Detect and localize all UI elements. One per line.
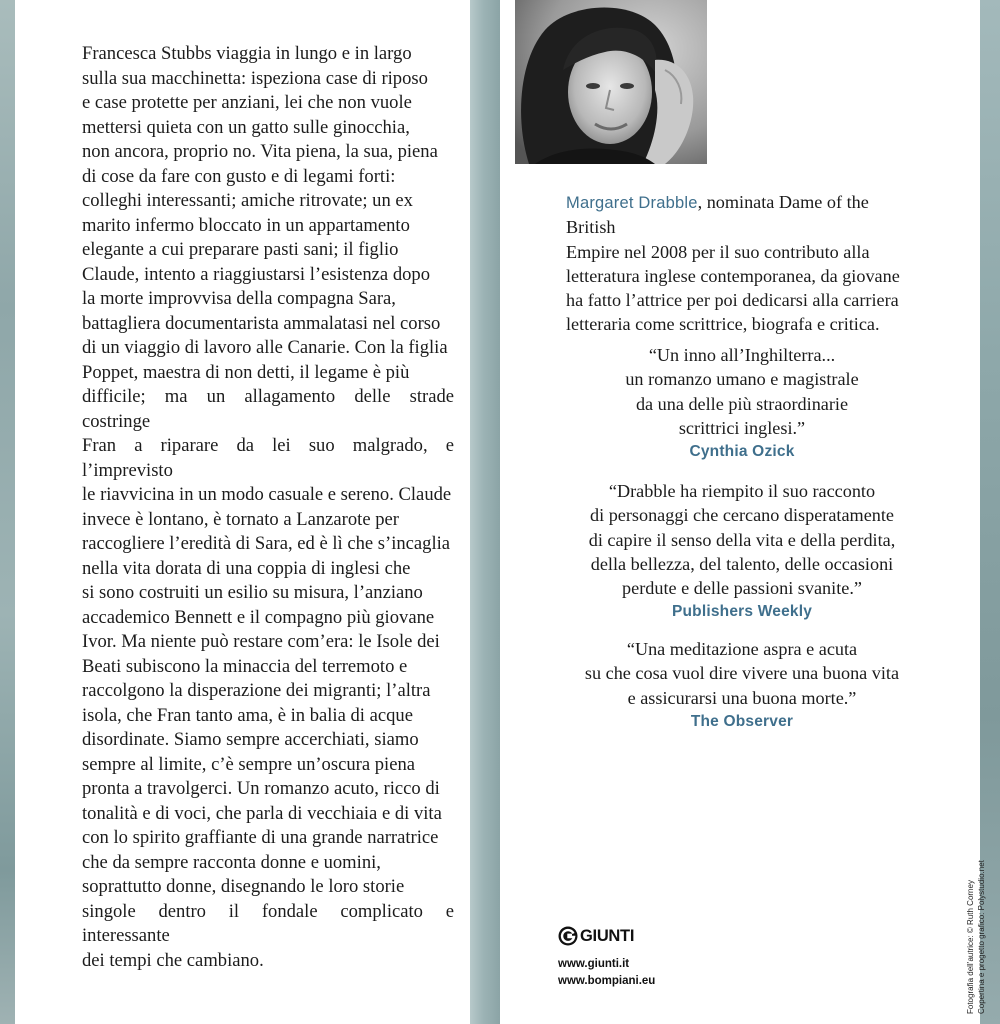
author-photo xyxy=(515,0,707,164)
synopsis-line: di cose da fare con gusto e di legami forti: xyxy=(82,165,396,187)
synopsis-line: battagliera documentarista ammalatasi nel corso xyxy=(82,312,441,334)
website-giunti: www.giunti.it xyxy=(558,958,630,970)
quote-line: “Un inno all’Inghilterra... xyxy=(648,345,836,365)
photo-credits xyxy=(966,860,987,1014)
quote-line: e assicurarsi una buona morte.” xyxy=(627,687,857,708)
quote-line: della bellezza, del talento, delle occasioni xyxy=(590,553,894,574)
synopsis-line: soprattutto donne, disegnando le loro storie xyxy=(82,876,405,897)
synopsis-line: singole dentro il fondale complicato e interessante xyxy=(82,900,454,946)
cover-edge-left xyxy=(0,0,15,1024)
website-bompiani: www.bompiani.eu xyxy=(558,975,656,987)
bio-line: Empire nel 2008 per il suo contributo alla xyxy=(566,241,870,262)
quote-block xyxy=(566,479,918,625)
synopsis-line: Fran a riparare da lei suo malgrado, e l’imprevisto xyxy=(82,435,454,481)
synopsis-text xyxy=(82,42,454,973)
quote-line: scrittrici inglesi.” xyxy=(678,417,806,438)
synopsis-line: isola, che Fran tanto ama, è in balia di acque xyxy=(82,704,413,726)
synopsis-line: Claude, intento a riaggiustarsi l’esistenza dopo xyxy=(82,263,431,285)
synopsis-line: raccogliere l’eredità di Sara, ed è lì che s’incaglia xyxy=(82,533,451,554)
bio-line: letteratura inglese contemporanea, da giovane xyxy=(566,265,900,286)
quote-source: Cynthia Ozick xyxy=(689,443,795,461)
bio-line: ha fatto l’attrice per poi dedicarsi alla carriera xyxy=(566,290,899,311)
quote-source: The Observer xyxy=(690,712,794,730)
bio-line xyxy=(566,190,918,240)
quote-block xyxy=(566,343,918,464)
synopsis-line: la morte improvvisa della compagna Sara, xyxy=(82,288,396,309)
quote-line: di capire il senso della vita e della perdita, xyxy=(588,529,896,550)
author-name: Margaret Drabble xyxy=(566,194,698,212)
synopsis-line: Poppet, maestra di non detti, il legame è più xyxy=(82,361,410,383)
author-bio xyxy=(566,190,918,337)
synopsis-line: pronta a travolgerci. Un romanzo acuto, ricco di xyxy=(82,778,440,799)
cover-gutter xyxy=(470,0,500,1024)
synopsis-line: Ivor. Ma niente può restare com’era: le Isole dei xyxy=(82,631,440,652)
synopsis-line: disordinate. Siamo sempre accerchiati, siamo xyxy=(82,729,419,750)
synopsis-line: marito infermo bloccato in un appartamento xyxy=(82,214,410,236)
synopsis-line: raccolgono la disperazione dei migranti; l’altra xyxy=(82,680,431,701)
quote-line: “Drabble ha riempito il suo racconto xyxy=(608,481,876,501)
synopsis-line: con lo spirito graffiante di una grande narratrice xyxy=(82,827,439,848)
quote-line: da una delle più straordinarie xyxy=(635,393,849,414)
synopsis-line: mettersi quieta con un gatto sulle ginocchia, xyxy=(82,116,410,138)
synopsis-line: si sono costruiti un esilio su misura, l’anziano xyxy=(82,582,423,603)
synopsis-line: dei tempi che cambiano. xyxy=(82,949,264,971)
bio-line: letteraria come scrittrice, biografa e critica. xyxy=(566,314,880,335)
quote-line: su che cosa vuol dire vivere una buona vita xyxy=(584,663,900,684)
giunti-mark-icon xyxy=(558,926,578,946)
synopsis-line: sempre al limite, c’è sempre un’oscura piena xyxy=(82,753,415,775)
quote-line: un romanzo umano e magistrale xyxy=(625,369,859,390)
synopsis-line: di un viaggio di lavoro alle Canarie. Con la figlia xyxy=(82,337,448,358)
quote-line: perdute e delle passioni svanite.” xyxy=(622,578,862,599)
synopsis-line: accademico Bennett e il compagno più giovane xyxy=(82,606,435,628)
quote-line: di personaggi che cercano disperatamente xyxy=(590,505,894,526)
synopsis-line: Francesca Stubbs viaggia in lungo e in largo xyxy=(82,43,412,64)
credit-line: Fotografia dell’autrice: © Ruth Corney xyxy=(966,880,975,1014)
quote-block xyxy=(566,637,918,734)
synopsis-line: Beati subiscono la minaccia del terremoto e xyxy=(82,655,408,677)
credit-line: Copertina e progetto grafico: Polystudio.net xyxy=(976,860,986,1014)
synopsis-line: sulla sua macchinetta: ispeziona case di riposo xyxy=(82,67,428,89)
synopsis-line: e case protette per anziani, lei che non vuole xyxy=(82,92,412,113)
synopsis-line: elegante a cui preparare pasti sani; il figlio xyxy=(82,239,399,260)
quote-line: “Una meditazione aspra e acuta xyxy=(626,639,858,659)
synopsis-line: colleghi interessanti; amiche ritrovate; un ex xyxy=(82,190,413,211)
quote-source: Publishers Weekly xyxy=(671,603,813,621)
bio-text: , nominata Dame of the British xyxy=(566,192,869,238)
synopsis-line: nella vita dorata di una coppia di inglesi che xyxy=(82,557,411,579)
synopsis-line: le riavvicina in un modo casuale e sereno. Claude xyxy=(82,484,452,505)
synopsis-line: invece è lontano, è tornato a Lanzarote per xyxy=(82,508,399,530)
synopsis-line: tonalità e di voci, che parla di vecchiaia e di vita xyxy=(82,802,442,824)
synopsis-line: non ancora, proprio no. Vita piena, la sua, piena xyxy=(82,141,438,162)
giunti-logo-text: GIUNTI xyxy=(580,926,635,945)
giunti-logo xyxy=(558,924,634,948)
author-portrait-image xyxy=(515,0,707,164)
synopsis-line: che da sempre racconta donne e uomini, xyxy=(82,851,381,873)
synopsis-line: difficile; ma un allagamento delle strade costringe xyxy=(82,386,454,432)
